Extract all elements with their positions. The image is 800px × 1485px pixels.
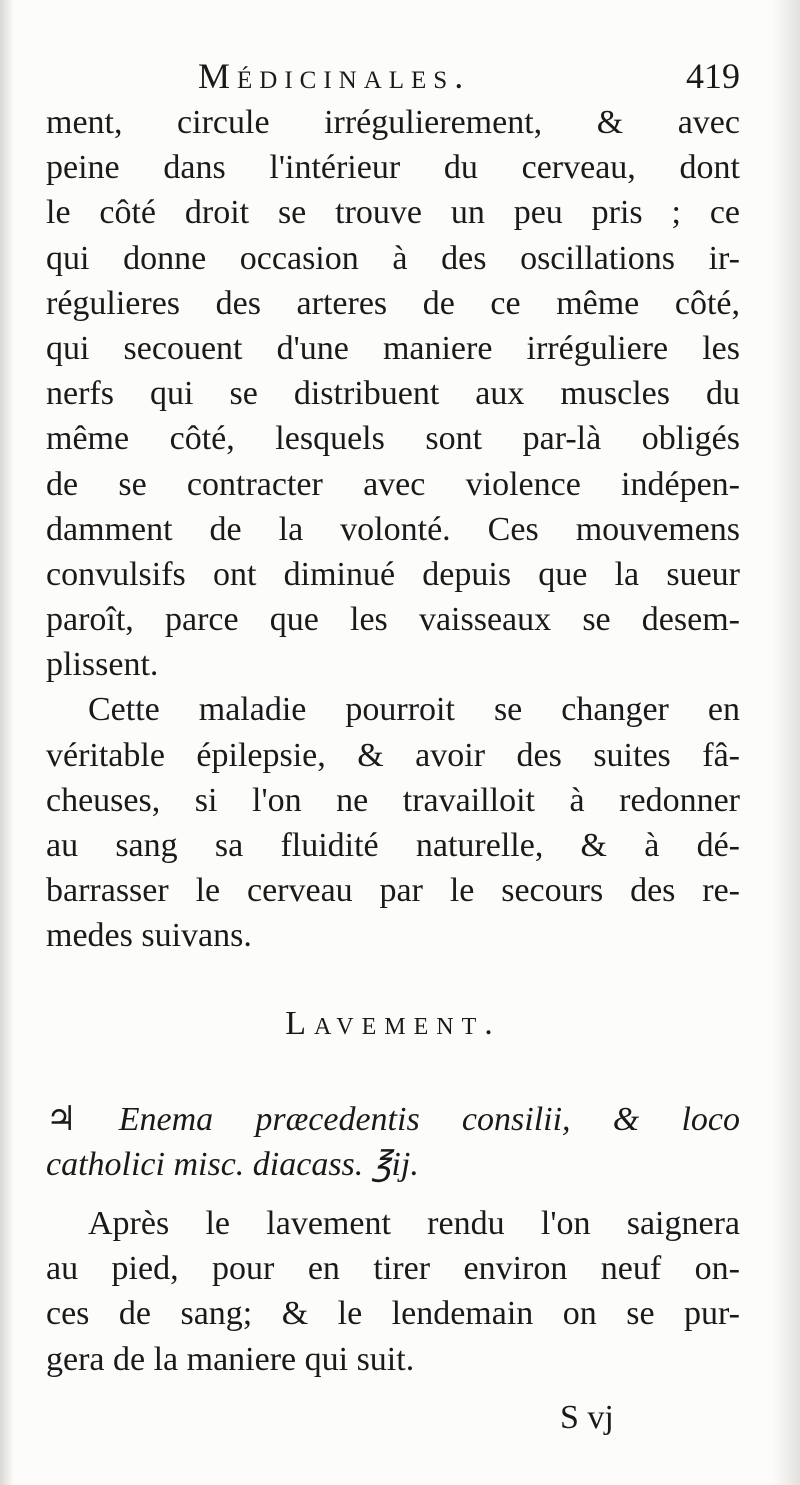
text-line: qui donne occasion à des oscillations ir- bbox=[46, 239, 740, 277]
paragraph-2 bbox=[46, 687, 740, 958]
paragraph-3 bbox=[46, 1201, 740, 1382]
text-line: le côté droit se trouve un peu pris ; ce bbox=[46, 194, 740, 232]
text-line: véritable épilepsie, & avoir des suites fâ- bbox=[46, 736, 740, 774]
text-line: de se contracter avec violence indépen- bbox=[46, 465, 740, 503]
text-line: catholici misc. diacass. ℥ij. bbox=[46, 1145, 419, 1183]
page-header bbox=[50, 52, 740, 100]
running-head: Médicinales. bbox=[198, 56, 471, 96]
text-line: convulsifs ont diminué depuis que la sueur bbox=[46, 555, 740, 593]
text-line: barrasser le cerveau par le secours des re- bbox=[46, 872, 740, 910]
text-line: au pied, pour en tirer environ neuf on- bbox=[46, 1250, 740, 1288]
text-line: peine dans l'intérieur du cerveau, dont bbox=[46, 149, 740, 187]
text-line: ment, circule irrégulierement, & avec bbox=[46, 104, 740, 141]
section-heading: Lavement. bbox=[285, 1004, 501, 1042]
text-line: qui secouent d'une maniere irréguliere les bbox=[46, 329, 740, 367]
text-line: Cette maladie pourroit se changer en bbox=[88, 691, 740, 729]
prescription bbox=[46, 1097, 740, 1187]
text-line: ces de sang; & le lendemain on se pur- bbox=[46, 1295, 740, 1333]
text-line: gera de la maniere qui suit. bbox=[46, 1340, 415, 1378]
text-line: Après le lavement rendu l'on saignera bbox=[88, 1204, 740, 1242]
text-line: paroît, parce que les vaisseaux se desem- bbox=[46, 601, 740, 639]
text-line: damment de la volonté. Ces mouvemens bbox=[46, 510, 740, 548]
text-line: régulieres des arteres de ce même côté, bbox=[46, 284, 740, 322]
signature-mark: S vj bbox=[560, 1399, 614, 1436]
paragraph-1 bbox=[46, 100, 740, 687]
text-line: cheuses, si l'on ne travailloit à redonner bbox=[46, 781, 740, 819]
text-line: au sang sa fluidité naturelle, & à dé- bbox=[46, 827, 740, 864]
text-line: même côté, lesquels sont par-là obligés bbox=[46, 420, 740, 458]
page-body bbox=[46, 100, 740, 1382]
text-line: medes suivans. bbox=[46, 917, 252, 955]
page-number: 419 bbox=[686, 56, 740, 96]
text-line: nerfs qui se distribuent aux muscles du bbox=[46, 375, 740, 413]
text-line: plissent. bbox=[46, 646, 159, 684]
text-line: ♃ Enema præcedentis consilii, & loco bbox=[46, 1100, 740, 1138]
